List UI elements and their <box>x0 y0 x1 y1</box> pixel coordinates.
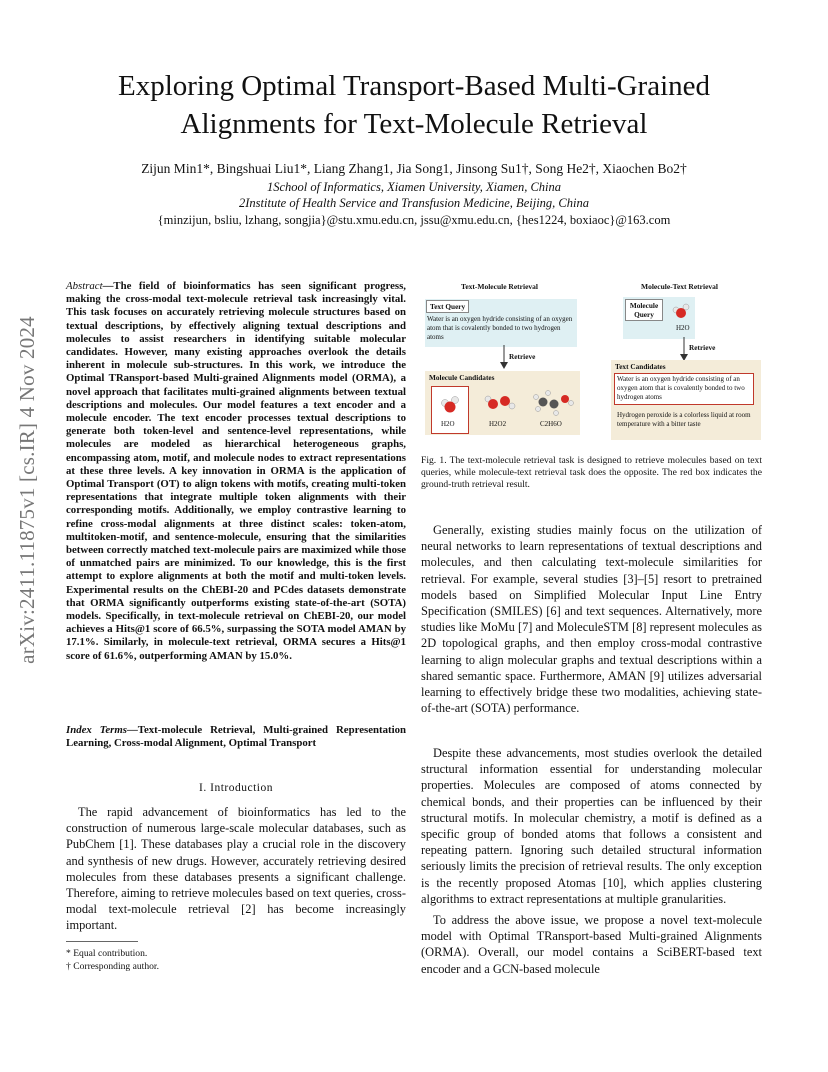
text-candidate-2: Hydrogen peroxide is a colorless liquid at room temperature with a bitter taste <box>617 411 751 428</box>
arrow-down-icon-left <box>499 345 509 369</box>
paper-title <box>40 67 788 143</box>
index-terms <box>66 724 406 750</box>
index-terms-label: Index Terms <box>66 724 127 736</box>
molecule-query-label: Molecule Query <box>629 301 659 319</box>
intro-paragraph-3: Despite these advancements, most studies overlook the detailed structural information essential for understanding molecular properties. Molecules are composed of atoms connected by chemical bonds, and their properties can be influenced by their structural motifs. In molecular chemistry, a motif is defined as a specific group of bonded atoms that follows a consistent and repeating pattern. Ignoring such detailed structural information seriously limits the precision of retrieval results. The only exception is the recently proposed Atomas [10], which applies clustering algorithms to extract representations at multiple granularities. <box>421 746 762 906</box>
index-terms-text: —Text-molecule Retrieval, Multi-grained Representation Learning, Cross-modal Alignment, Optimal Transport <box>66 724 406 750</box>
footnotes <box>66 948 406 973</box>
molecule-query-label-box <box>625 299 663 321</box>
water-molecule-icon <box>432 387 468 417</box>
molecule-candidate-2 <box>477 386 523 434</box>
footnote-equal-contribution: * Equal contribution. <box>66 948 148 959</box>
molecule-candidate-3 <box>527 386 579 434</box>
figure-right-heading: Molecule-Text Retrieval <box>641 282 718 291</box>
text-candidate-1 <box>614 373 754 405</box>
arxiv-side-identifier: arXiv:2411.11875v1 [cs.IR] 4 Nov 2024 <box>15 316 39 664</box>
retrieve-label-right: Retrieve <box>689 343 716 352</box>
author-emails: {minzijun, bsliu, lzhang, songjia}@stu.xmu.edu.cn, jssu@xmu.edu.cn, {hes1224, boxiaoc}@163.com <box>157 213 671 227</box>
intro-paragraph-2: Generally, existing studies mainly focus on the utilization of neural networks to learn representations of textual descriptions and molecules, and then calculating text-molecule similarities for retrieval. For example, several studies [3]–[5] resort to pretrained models based on Simplified Molecular Input Line Entry Specification (SMILES) [6] and text sequences. Alternatively, more studies like MoMu [7] and MoleculeSTM [8] represent molecules as 2D topological graphs, and then employ cross-modal contrastive learning to align molecular graphs and textual descriptions within a shared semantic space. Furthermore, AMAN [9] utilizes adversarial learning to effectively bridge these two modalities, achieving state-of-the-art (SOTA) performance. <box>421 523 762 716</box>
figure-1 <box>421 277 764 447</box>
abstract <box>66 280 406 663</box>
footnote-rule <box>66 941 138 942</box>
hydrogen-peroxide-molecule-icon <box>478 387 522 417</box>
molecule-query-formula: H2O <box>676 324 690 332</box>
figure-left-heading: Text-Molecule Retrieval <box>461 282 538 291</box>
figure-1-caption: Fig. 1. The text-molecule retrieval task is designed to retrieve molecules based on text queries, while molecule-text retrieval task does the opposite. The red box indicates the ground-truth retrieval result. <box>421 455 762 490</box>
affiliation-2: 2Institute of Health Service and Transfusion Medicine, Beijing, China <box>239 196 589 210</box>
abstract-text: —The field of bioinformatics has seen significant progress, making the cross-modal text-molecule retrieval task increasingly vital. This task focuses on accurately retrieving molecule structures based on textual descriptions, by effectively aligning textual descriptions and molecules to assist researchers in identifying suitable molecular candidates. However, many existing approaches overlook the details inherent in molecule sub-structures. In this work, we introduce the Optimal TRansport-based Multi-grained Alignments model (ORMA), a novel approach that facilitates multi-grained alignments between textual descriptions and molecules. Our model features a text encoder and a molecule encoder. The text encoder processes textual descriptions to generate both token-level and sentence-level representations, while molecules are modeled as hierarchical heterogeneous graphs, encompassing atom, motif, and molecule nodes to extract representations at these three levels. A key innovation in ORMA is the application of Optimal Transport (OT) to align tokens with motifs, creating multi-token representations that integrate multiple token alignments with their corresponding motifs. Additionally, we employ contrastive learning to refine cross-modal alignments at three distinct scales: token-atom, multitoken-motif, and sentence-molecule, ensuring that the similarities between correctly matched text-molecule pairs are maximized while those of unmatched pairs are minimized. To our knowledge, this is the first attempt to explore alignments at both the motif and multi-token levels. Experimental results on the ChEBI-20 and PCdes datasets demonstrate that ORMA significantly outperforms existing state-of-the-art (SOTA) models. Specifically, in text-molecule retrieval on ChEBI-20, our model achieves a Hits@1 score of 66.5%, surpassing the SOTA model AMAN by 17.1%. Similarly, in molecule-text retrieval, ORMA secures a Hits@1 score of 61.6%, outperforming AMAN by 15.0%. <box>66 280 406 662</box>
text-candidate-1-text: Water is an oxygen hydride consisting of an oxygen atom that is covalently bonded to two hydrogen atoms <box>617 375 745 401</box>
intro-paragraph-1: The rapid advancement of bioinformatics has led to the construction of numerous large-scale molecular databases, such as PubChem [1]. These databases play a crucial role in the discovery and synthesis of new drugs. However, accurately retrieving desired molecules from these databases presents a significant challenge. Therefore, aiming to retrieve molecules based on text queries, cross-modal text-molecule retrieval [2] has become increasingly important. <box>66 805 406 933</box>
footnote-corresponding-author: † Corresponding author. <box>66 960 159 972</box>
text-query-label-box <box>426 300 469 313</box>
text-candidates-label: Text Candidates <box>615 362 666 371</box>
candidate-1-formula: H2O <box>441 420 455 428</box>
section-heading-introduction: I. Introduction <box>199 782 273 794</box>
abstract-label: Abstract <box>66 280 103 292</box>
title-line-2: Alignments for Text-Molecule Retrieval <box>180 108 648 140</box>
affiliation-1: 1School of Informatics, Xiamen University, Xiamen, China <box>266 180 562 194</box>
text-query: Water is an oxygen hydride consisting of an oxygen atom that is covalently bonded to two hydrogen atoms <box>427 315 573 341</box>
text-query-label: Text Query <box>430 302 466 311</box>
title-line-1: Exploring Optimal Transport-Based Multi-Grained <box>117 70 711 102</box>
retrieve-label-left: Retrieve <box>509 352 536 361</box>
candidate-3-formula: C2H6O <box>540 420 562 428</box>
authors: Zijun Min1*, Bingshuai Liu1*, Liang Zhang1, Jia Song1, Jinsong Su1†, Song He2†, Xiaochen Bo2† <box>141 161 687 176</box>
molecule-candidates-label: Molecule Candidates <box>429 373 495 382</box>
molecule-candidate-1 <box>431 386 469 434</box>
arrow-down-icon-right <box>679 337 689 361</box>
candidate-2-formula: H2O2 <box>489 420 507 428</box>
ethanol-molecule-icon <box>528 387 578 417</box>
query-water-molecule-icon <box>671 301 691 321</box>
intro-paragraph-4: To address the above issue, we propose a novel text-molecule model with Optimal TRansport-based Multi-grained Alignments (ORMA). Overall, our model contains a SciBERT-based text encoder and a GCN-based molecule <box>421 913 762 976</box>
